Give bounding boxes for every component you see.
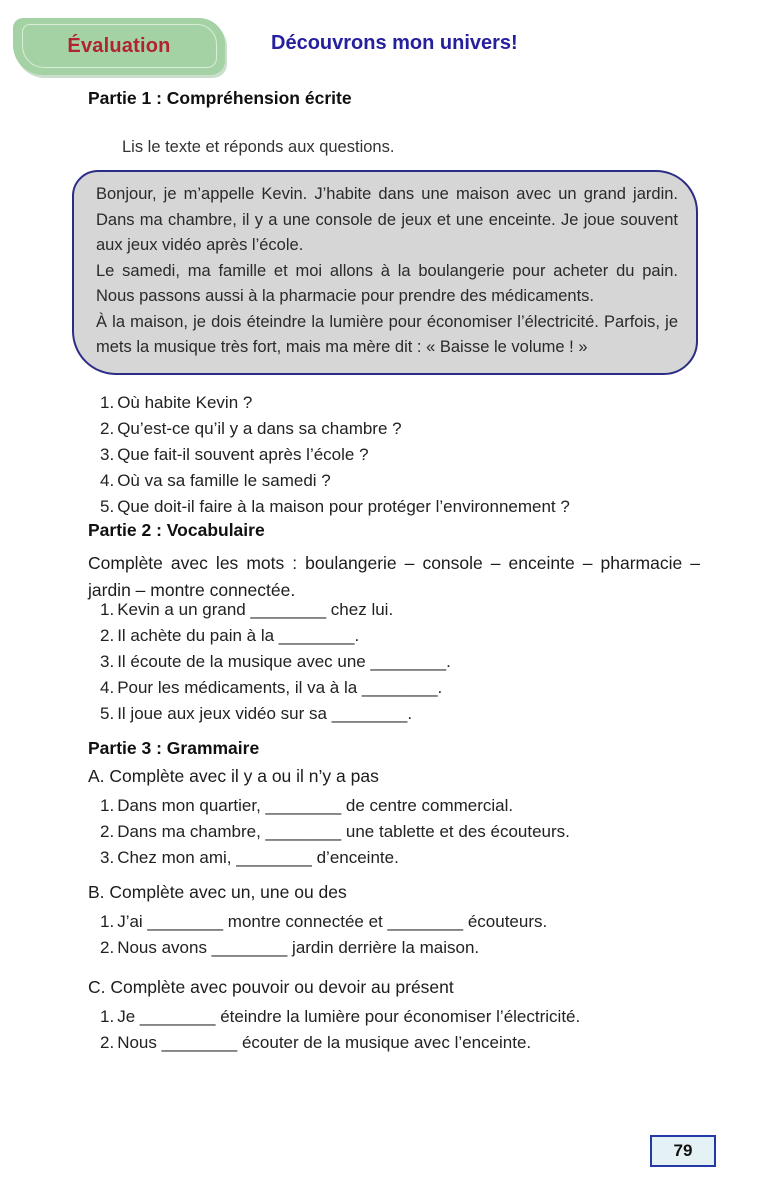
item-number: 1. (100, 912, 115, 931)
question-item (100, 494, 728, 520)
part2-item-list (100, 597, 728, 727)
question-text: Que fait-il souvent après l’école ? (117, 445, 369, 464)
page-number-box (650, 1135, 716, 1167)
question-item (100, 468, 728, 494)
item-text: J’ai ________ montre connectée et ________ écouteurs. (117, 912, 548, 931)
badge-label: Évaluation (67, 35, 171, 57)
unit-title: Découvrons mon univers! (271, 32, 518, 54)
fill-blank-item (100, 1030, 728, 1056)
item-number: 2. (100, 1033, 115, 1052)
item-number: 2. (100, 938, 115, 957)
item-number: 3. (100, 652, 115, 671)
item-number: 5. (100, 704, 115, 723)
question-item (100, 390, 728, 416)
item-text: Chez mon ami, ________ d’enceinte. (117, 848, 399, 867)
part2-intro: Complète avec les mots : boulangerie – console – enceinte – pharmacie – jardin – montre connectée. (88, 553, 700, 600)
fill-blank-item (100, 935, 728, 961)
part3-sectionB-list (100, 909, 728, 961)
question-number: 1. (100, 393, 115, 412)
fill-blank-item (100, 675, 728, 701)
part3-sectionB-label: B. Complète avec un, une ou des (88, 882, 347, 902)
question-text: Où habite Kevin ? (117, 393, 253, 412)
evaluation-badge (13, 18, 225, 75)
item-number: 3. (100, 848, 115, 867)
item-text: Pour les médicaments, il va à la ________. (117, 678, 443, 697)
question-item (100, 416, 728, 442)
part1-question-list (100, 390, 728, 520)
reading-paragraph: À la maison, je dois éteindre la lumière pour économiser l’électricité. Parfois, je mets la musique très fort, mais ma mère dit : « Baisse le volume ! » (96, 312, 678, 356)
fill-blank-item (100, 1004, 728, 1030)
question-number: 4. (100, 471, 115, 490)
reading-text-box (72, 170, 698, 375)
fill-blank-item (100, 819, 728, 845)
question-number: 2. (100, 419, 115, 438)
question-text: Qu’est-ce qu’il y a dans sa chambre ? (117, 419, 402, 438)
fill-blank-item (100, 597, 728, 623)
part3-sectionA-label: A. Complète avec il y a ou il n’y a pas (88, 766, 379, 786)
fill-blank-item (100, 845, 728, 871)
fill-blank-item (100, 701, 728, 727)
fill-blank-item (100, 793, 728, 819)
reading-paragraph: Bonjour, je m’appelle Kevin. J’habite dans une maison avec un grand jardin. Dans ma chambre, il y a une console de jeux et une enceinte. Je joue souvent aux jeux vidéo après l’école. (96, 185, 678, 254)
part3-sectionA-list (100, 793, 728, 871)
item-text: Nous avons ________ jardin derrière la maison. (117, 938, 480, 957)
fill-blank-item (100, 909, 728, 935)
item-text: Kevin a un grand ________ chez lui. (117, 600, 394, 619)
reading-paragraph: Le samedi, ma famille et moi allons à la boulangerie pour acheter du pain. Nous passons aussi à la pharmacie pour prendre des médicaments. (96, 261, 678, 305)
fill-blank-item (100, 649, 728, 675)
item-text: Il achète du pain à la ________. (117, 626, 360, 645)
part3-sectionC-list (100, 1004, 728, 1056)
part1-instruction: Lis le texte et réponds aux questions. (122, 138, 395, 156)
question-number: 5. (100, 497, 115, 516)
page-number: 79 (673, 1141, 693, 1160)
part1-heading: Partie 1 : Compréhension écrite (88, 88, 352, 108)
question-number: 3. (100, 445, 115, 464)
question-text: Que doit-il faire à la maison pour protéger l’environnement ? (117, 497, 570, 516)
item-text: Nous ________ écouter de la musique avec l’enceinte. (117, 1033, 532, 1052)
page-header (13, 18, 768, 78)
part2-heading: Partie 2 : Vocabulaire (88, 520, 265, 540)
item-text: Il joue aux jeux vidéo sur sa ________. (117, 704, 413, 723)
item-text: Je ________ éteindre la lumière pour économiser l’électricité. (117, 1007, 581, 1026)
question-item (100, 442, 728, 468)
item-text: Dans ma chambre, ________ une tablette et des écouteurs. (117, 822, 570, 841)
item-number: 2. (100, 822, 115, 841)
item-number: 1. (100, 600, 115, 619)
item-number: 1. (100, 1007, 115, 1026)
item-number: 2. (100, 626, 115, 645)
item-text: Il écoute de la musique avec une ________. (117, 652, 451, 671)
item-text: Dans mon quartier, ________ de centre commercial. (117, 796, 514, 815)
fill-blank-item (100, 623, 728, 649)
question-text: Où va sa famille le samedi ? (117, 471, 331, 490)
item-number: 4. (100, 678, 115, 697)
part3-heading: Partie 3 : Grammaire (88, 738, 260, 758)
part3-sectionC-label: C. Complète avec pouvoir ou devoir au présent (88, 977, 454, 997)
item-number: 1. (100, 796, 115, 815)
